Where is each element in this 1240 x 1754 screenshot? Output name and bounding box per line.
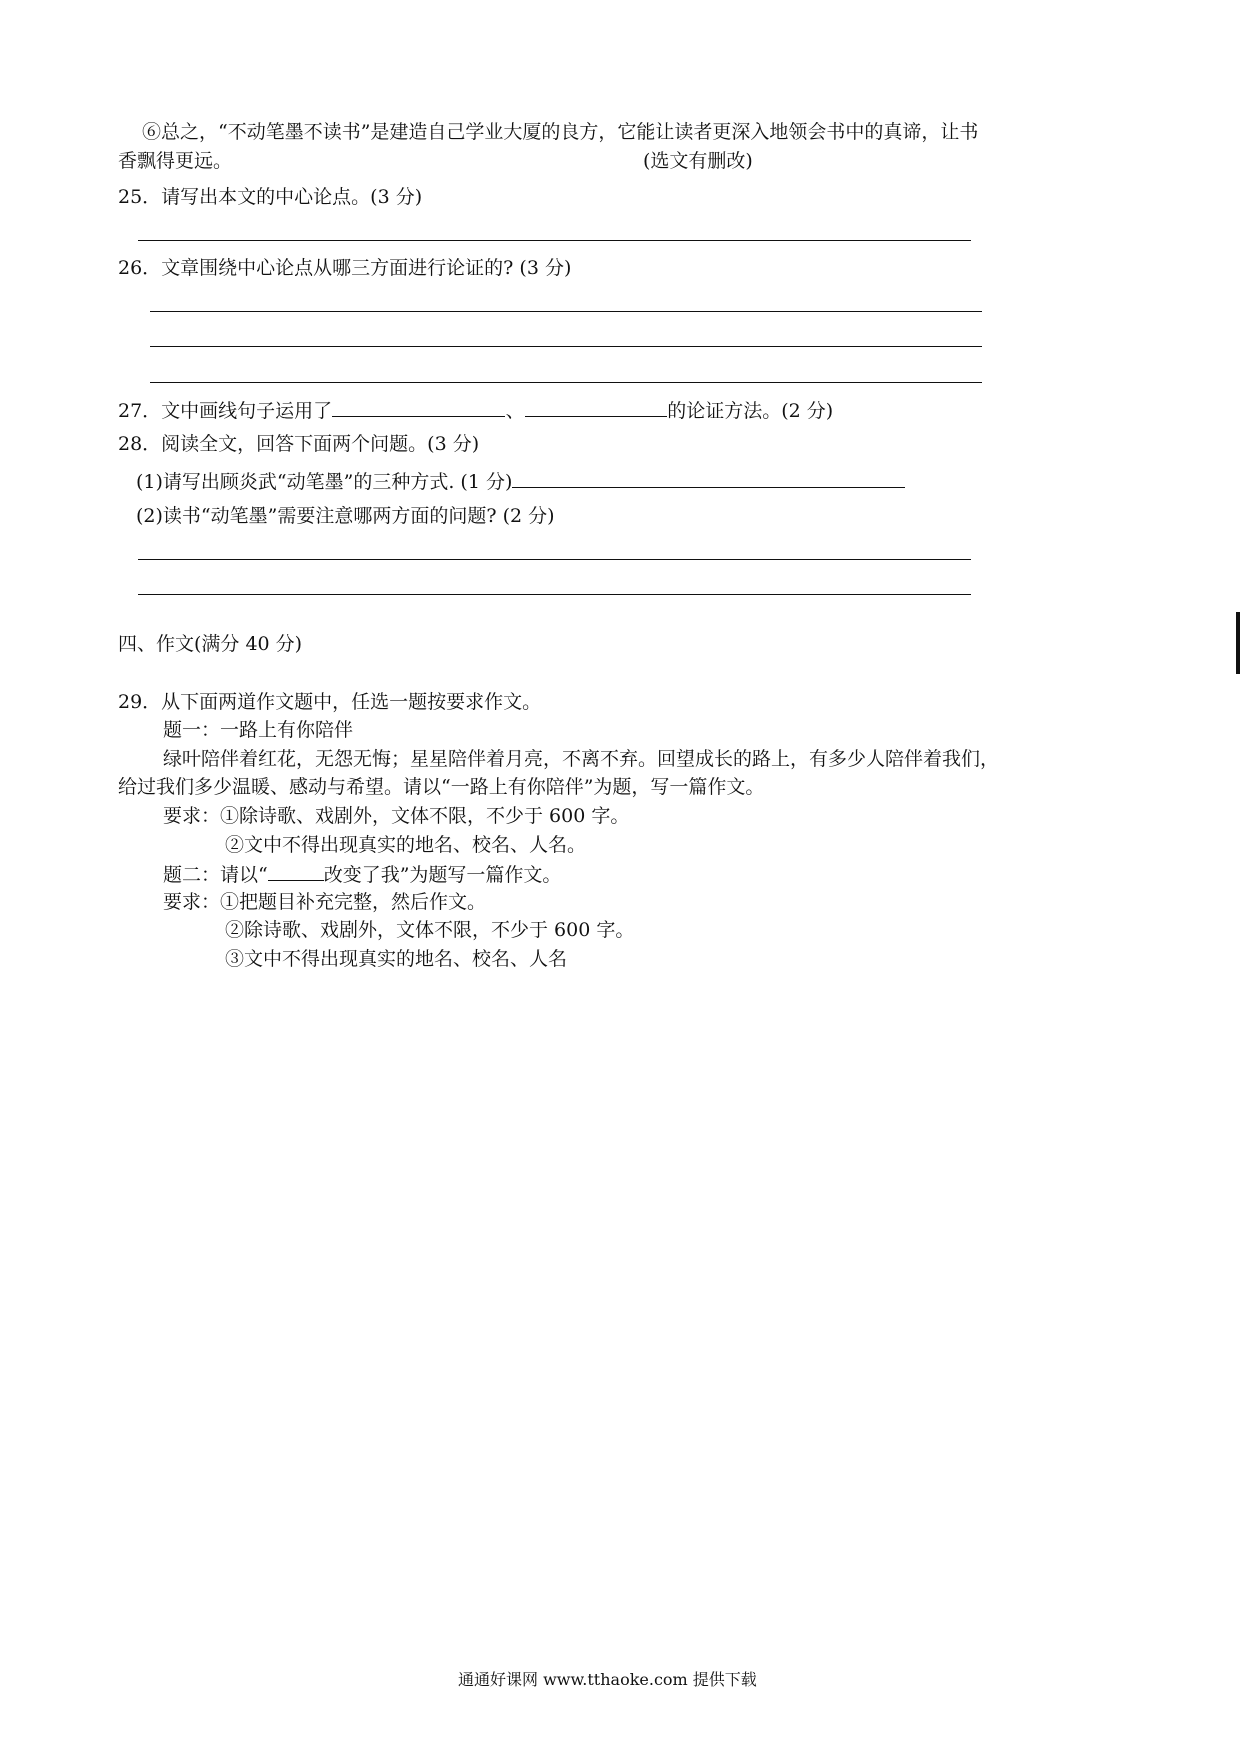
answer-line-28-1[interactable]: [138, 559, 971, 560]
answer-line-25[interactable]: [138, 240, 971, 241]
question-29: 29．从下面两道作文题中，任选一题按要求作文。: [118, 691, 542, 713]
source-note: (选文有删改): [643, 150, 753, 172]
question-27-suffix: 的论证方法。(2 分): [667, 400, 834, 422]
blank-28-1[interactable]: [512, 468, 905, 488]
topic2-requirement-2: ②除诗歌、戏剧外，文体不限，不少于 600 字。: [225, 919, 635, 941]
question-26: 26．文章围绕中心论点从哪三方面进行论证的? (3 分): [118, 257, 572, 279]
passage-para6-line2: 香飘得更远。: [118, 150, 233, 172]
topic2-title: [163, 861, 561, 887]
question-28-sub1: (1)请写出顾炎武“动笔墨”的三种方式. (1 分): [136, 471, 513, 493]
page-edge-mark: [1236, 612, 1240, 674]
topic2-blank[interactable]: [268, 861, 324, 881]
question-28-sub1-row: [136, 468, 905, 494]
question-27: [118, 397, 833, 423]
answer-line-26-2[interactable]: [150, 346, 982, 347]
blank-27-1[interactable]: [332, 397, 505, 417]
answer-line-26-3[interactable]: [150, 382, 982, 383]
topic2-requirement-3: ③文中不得出现真实的地名、校名、人名: [225, 948, 568, 970]
blank-27-2[interactable]: [525, 397, 667, 417]
question-28: 28．阅读全文，回答下面两个问题。(3 分): [118, 433, 480, 455]
answer-line-26-1[interactable]: [150, 311, 982, 312]
answer-line-28-2[interactable]: [138, 594, 971, 595]
topic2-suffix: 改变了我”为题写一篇作文。: [323, 864, 562, 886]
topic1-desc-line1: 绿叶陪伴着红花，无怨无悔；星星陪伴着月亮，不离不弃。回望成长的路上，有多少人陪伴着我们，: [163, 748, 1000, 770]
topic1-desc-line2: 给过我们多少温暖、感动与希望。请以“一路上有你陪伴”为题，写一篇作文。: [118, 776, 765, 798]
question-28-sub2: (2)读书“动笔墨”需要注意哪两方面的问题? (2 分): [136, 505, 555, 527]
section-4-title: 四、作文(满分 40 分): [118, 633, 303, 655]
passage-para6-line1: ⑥总之，“不动笔墨不读书”是建造自己学业大厦的良方，它能让读者更深入地领会书中的真谛，让书: [142, 121, 979, 143]
question-27-prefix: 27．文中画线句子运用了: [118, 400, 333, 422]
topic2-prefix: 题二：请以“: [163, 864, 268, 886]
question-25: 25．请写出本文的中心论点。(3 分): [118, 186, 423, 208]
footer-download-note: 通通好课网 www.tthaoke.com 提供下载: [458, 1670, 757, 1689]
topic2-requirement-1: 要求：①把题目补充完整，然后作文。: [163, 891, 487, 913]
question-27-separator: 、: [505, 400, 525, 422]
topic1-title: 题一：一路上有你陪伴: [163, 719, 354, 741]
topic1-requirement-2: ②文中不得出现真实的地名、校名、人名。: [225, 834, 587, 856]
topic1-requirement-1: 要求：①除诗歌、戏剧外，文体不限，不少于 600 字。: [163, 805, 630, 827]
